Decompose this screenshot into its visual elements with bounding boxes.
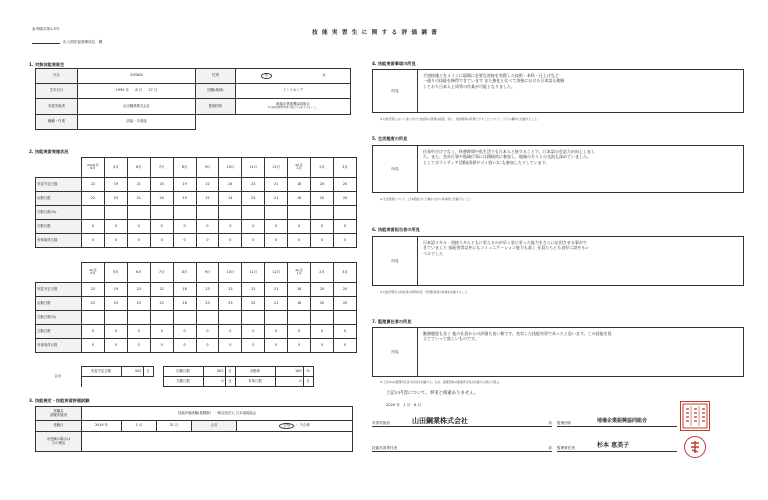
exam-result-value — [237, 421, 353, 432]
t2-row — [36, 339, 357, 353]
t2-cell: 0 — [127, 339, 150, 353]
sec7-text: 勤務態度も良く 他の社員からの評価も良い様です。充実した技能実習であったと思います。この技能を役 立てていって欲しいものです。 — [423, 331, 612, 342]
t2-month-label: 11月 — [242, 263, 265, 283]
t1-cell: 0 — [127, 220, 150, 234]
sec7-heading: 7. 監理責任者の所見 — [372, 319, 412, 324]
exam-pass-circled: 合格 — [279, 423, 294, 429]
sec4-box — [372, 69, 744, 113]
t1-cell — [265, 206, 288, 220]
t1-cell: 0 — [82, 220, 105, 234]
t2-cell: 0 — [242, 339, 265, 353]
t1-row — [36, 234, 357, 248]
sign-org-line — [557, 413, 677, 427]
t1-cell: 20 — [311, 192, 334, 206]
total-label: 合計 — [35, 367, 81, 387]
t1-cell: 0 — [173, 234, 196, 248]
t1-cell: 0 — [150, 220, 173, 234]
attendance-table-1 — [35, 157, 357, 248]
supervising-org-note: ※ 団体監理型実習の場合のみ記入すること。 — [267, 106, 319, 110]
t2-cell: 23 — [219, 297, 242, 311]
t2-cell: 22 — [150, 283, 173, 297]
t1-row — [36, 206, 357, 220]
total-plan-label: 実習予定日数 — [81, 367, 121, 377]
sec3-heading: 3. 技能検定・技能実習評価試験 — [29, 398, 90, 403]
t1-cell: 22 — [82, 178, 105, 192]
t2-cell: 0 — [311, 325, 334, 339]
t2-cell: 20 — [311, 297, 334, 311]
t1-month-label: 8月 — [173, 158, 196, 178]
sec5-label: 所見 — [373, 146, 418, 192]
nationality-label: 国籍(地域) — [196, 84, 236, 99]
t2-month-label: 8月 — [173, 263, 196, 283]
t2-cell: 0 — [242, 325, 265, 339]
t2-cell: 19 — [104, 283, 127, 297]
dob-month: 8 月 — [135, 88, 142, 93]
t1-row-label: 欠勤日数(%) — [36, 206, 82, 220]
declaration: 上記の内容について、事実と相違ありません。 — [386, 391, 479, 396]
sign-responsible-name: 杉本 恵美子 — [597, 442, 630, 450]
t1-cell — [311, 206, 334, 220]
t2-cell: 0 — [196, 339, 219, 353]
t2-row-label: 欠勤日数 — [36, 325, 82, 339]
t2-month-label: 10月 — [219, 263, 242, 283]
unit-day: 日 — [143, 367, 153, 377]
t1-cell: 0 — [173, 220, 196, 234]
date-line: 2020 年 1 月 8 日 — [386, 403, 422, 407]
t2-row-label: 欠勤日数(%) — [36, 311, 82, 325]
t2-cell: 19 — [104, 297, 127, 311]
t2-year-mid: 20 年 — [295, 267, 303, 272]
t2-cell: 0 — [196, 325, 219, 339]
t1-cell: 0 — [104, 220, 127, 234]
t1-cell: 0 — [219, 234, 242, 248]
t1-cell — [288, 206, 311, 220]
t2-cell: 22 — [150, 297, 173, 311]
addressee-suffix: 出入国在留管理局長 殿 — [63, 40, 103, 44]
exam-name-label: 試験名 試験実施者 — [36, 407, 82, 421]
t1-cell: 20 — [333, 192, 356, 206]
exam-date-month: 1 月 — [122, 421, 157, 432]
total-leave-value: 0 — [275, 377, 303, 387]
t2-cell: 0 — [311, 339, 334, 353]
dob-label: 生年月日 — [36, 84, 78, 99]
t2-cell: 0 — [104, 339, 127, 353]
t2-row — [36, 325, 357, 339]
t2-month-label: 5月 — [104, 263, 127, 283]
sec5-note: ※ 生活態度について、日本語能力にも触れながら具体的に記載すること。 — [380, 197, 473, 201]
t1-cell: 0 — [242, 220, 265, 234]
personal-seal-icon — [688, 440, 702, 454]
t2-cell: 0 — [219, 339, 242, 353]
t1-month-label: 11月 — [242, 158, 265, 178]
t1-cell — [150, 206, 173, 220]
sec6-heading: 6. 技能実習担当者の所見 — [372, 227, 420, 232]
sign-org-label: 監理団体 — [557, 420, 572, 425]
t2-cell: 23 — [127, 297, 150, 311]
t1-cell — [242, 206, 265, 220]
page-title: 技 能 実 習 生 に 関 す る 評 価 調 書 — [312, 30, 439, 36]
t1-cell — [127, 206, 150, 220]
t2-cell: 0 — [265, 325, 288, 339]
sec6-box — [372, 236, 744, 286]
t1-cell: 19 — [173, 178, 196, 192]
sec7-box — [372, 327, 744, 377]
sec5-box — [372, 145, 744, 193]
t2-row — [36, 297, 357, 311]
t1-cell: 0 — [82, 234, 105, 248]
t1-year-mid: 20 年 — [295, 162, 303, 167]
total-absent-value: 0 — [203, 377, 225, 387]
t1-cell: 18 — [288, 192, 311, 206]
t2-year-start: 20 年 — [89, 267, 97, 272]
t1-cell: 21 — [127, 192, 150, 206]
sec1-heading: 1. 対象技能実習生 — [29, 62, 65, 67]
t2-cell: 20 — [333, 283, 356, 297]
t2-cell: 21 — [265, 283, 288, 297]
dob-value — [78, 84, 196, 99]
t1-cell — [104, 206, 127, 220]
sign-staff-label: 技能実習責任者 — [372, 445, 398, 450]
t2-row — [36, 283, 357, 297]
org-seal-icon — [682, 403, 708, 429]
sec6-note: ※ 技能実習生の技能等の修得状況、実習態度等の評価を記載すること。 — [380, 290, 470, 294]
t1-cell: 0 — [288, 220, 311, 234]
t2-cell: 0 — [265, 339, 288, 353]
t1-cell: 0 — [333, 220, 356, 234]
t2-cell — [196, 311, 219, 325]
t1-cell — [333, 206, 356, 220]
sec2-heading: 2. 技能実習実施状況 — [29, 149, 69, 154]
total-absent-label: 欠勤日数 — [163, 377, 203, 387]
t1-cell: 0 — [311, 220, 334, 234]
sign-staff-line — [372, 438, 552, 452]
seal-mark: ㊞ — [548, 445, 552, 450]
sec7-label: 所見 — [373, 328, 418, 376]
nationality-value: インドネシア — [236, 84, 351, 99]
t2-cell: 23 — [219, 283, 242, 297]
t1-month-label: 10月 — [219, 158, 242, 178]
t2-cell: 0 — [82, 339, 105, 353]
t1-row — [36, 192, 357, 206]
sex-female: 女 — [322, 73, 326, 78]
supervising-org-value — [236, 99, 351, 115]
t2-cell — [150, 311, 173, 325]
t2-cell: 0 — [104, 325, 127, 339]
sign-org-name: 地場企業振興協同組合 — [597, 418, 648, 425]
t1-cell: 0 — [219, 220, 242, 234]
t2-cell — [242, 311, 265, 325]
sec7-note: ※ 上記(4)の監理責任者の所見を記載する。なお、監理団体の監理責任者が記載する場合に限る。 — [380, 380, 502, 384]
personal-seal-stamp — [684, 436, 706, 458]
t2-row-label: 出勤日数 — [36, 297, 82, 311]
totals-table — [35, 366, 357, 387]
t2-cell: 20 — [333, 297, 356, 311]
t1-body — [36, 178, 357, 248]
org-seal-stamp — [680, 401, 710, 431]
t1-cell: 0 — [265, 220, 288, 234]
t1-cell: 0 — [127, 234, 150, 248]
t1-month-label: 9月 — [196, 158, 219, 178]
t1-month-label: 3月 — [333, 158, 356, 178]
sec6-label: 所見 — [373, 237, 418, 285]
dob-year: 1995 年 — [115, 88, 129, 93]
t2-cell: 23 — [196, 283, 219, 297]
t2-cell: 0 — [333, 339, 356, 353]
t1-row-label: 欠勤日数 — [36, 220, 82, 234]
t2-month-label: 9月 — [196, 263, 219, 283]
exam-date-day: 21 日 — [157, 421, 192, 432]
total-attend-label: 出勤日数 — [163, 367, 203, 377]
sec4-note: ※ 技能実習において身に付けた技能等の習熟の程度、特に、同評価等の結果で示すことについて、以下の欄中に記載すること。 — [380, 117, 540, 121]
t2-row-label: 実習予定日数 — [36, 283, 82, 297]
t1-cell: 21 — [127, 178, 150, 192]
t1-cell: 0 — [311, 234, 334, 248]
t1-cell: 23 — [242, 178, 265, 192]
t2-cell: 18 — [173, 297, 196, 311]
sex-field — [236, 69, 351, 84]
t2-month-label: 12月 — [265, 263, 288, 283]
t1-cell: 0 — [150, 234, 173, 248]
t1-cell: 22 — [196, 192, 219, 206]
t2-cell — [127, 311, 150, 325]
attendance-table-2 — [35, 262, 357, 353]
t2-cell: 0 — [150, 325, 173, 339]
t1-cell: 0 — [265, 234, 288, 248]
exam-result-separator: ・ — [295, 423, 299, 428]
t1-row — [36, 178, 357, 192]
total-plan-value: 502 — [121, 367, 143, 377]
t2-month-apr — [82, 263, 105, 283]
unit-day: 日 — [303, 377, 313, 387]
t2-body — [36, 283, 357, 353]
unit-day: 日 — [225, 367, 235, 377]
t2-cell — [311, 311, 334, 325]
t1-row — [36, 220, 357, 234]
t2-cell: 0 — [288, 325, 311, 339]
t2-cell: 0 — [82, 325, 105, 339]
t1-cell: 0 — [104, 234, 127, 248]
implementer-label: 実習実施者 — [36, 99, 78, 115]
t1-month-label: 1月 — [296, 166, 302, 171]
sign-responsible-line — [557, 438, 677, 452]
t2-cell — [265, 311, 288, 325]
t1-month-label: 4月 — [90, 166, 96, 171]
t2-cell — [82, 311, 105, 325]
t2-cell: 20 — [311, 283, 334, 297]
t2-cell: 0 — [333, 325, 356, 339]
sec4-heading: 4. 技能実習事項の所見 — [372, 61, 416, 66]
t1-cell: 23 — [242, 192, 265, 206]
t2-cell: 18 — [173, 283, 196, 297]
t1-month-label: 5月 — [104, 158, 127, 178]
t2-cell — [104, 311, 127, 325]
t2-month-label: 4月 — [90, 271, 96, 276]
attendance-rate-value: 100 — [275, 367, 303, 377]
t2-cell — [333, 311, 356, 325]
t2-month-label: 6月 — [127, 263, 150, 283]
t1-cell: 19 — [173, 192, 196, 206]
exam-table — [35, 406, 353, 452]
sign-implementer-name: 山田鋼業株式会社 — [412, 416, 468, 425]
t1-cell: 20 — [150, 178, 173, 192]
t1-month-apr — [82, 158, 105, 178]
exam-date-label: 受験日 — [36, 421, 82, 432]
exam-name-value: 技能評価試験(基礎級) 一般社団法人 日本溶接協会 — [82, 407, 353, 421]
t1-row-label: 有休取得日数 — [36, 234, 82, 248]
job-label: 職種・作業 — [36, 115, 78, 130]
t2-cell: 18 — [288, 297, 311, 311]
attendance-rate-label: 出勤率 — [235, 367, 275, 377]
sign-responsible-label: 監理責任者 — [557, 445, 575, 450]
dob-day: 27 日 — [148, 88, 158, 93]
t1-row-label: 出勤日数 — [36, 192, 82, 206]
trainee-info-table — [35, 68, 351, 130]
t1-cell — [219, 206, 242, 220]
t2-cell: 18 — [288, 283, 311, 297]
t1-month-jan — [288, 158, 311, 178]
t1-cell: 22 — [82, 192, 105, 206]
t1-cell — [196, 206, 219, 220]
total-leave-label: 有休日数 — [235, 377, 275, 387]
supervising-org-name: 地場企業振興協同組合 — [276, 102, 310, 107]
t2-month-label: 2月 — [311, 263, 334, 283]
name-value: SUYADI — [78, 69, 196, 84]
t1-cell: 0 — [333, 234, 356, 248]
t2-cell: 21 — [265, 297, 288, 311]
t2-cell: 22 — [242, 283, 265, 297]
t2-cell — [288, 311, 311, 325]
sec5-text: 仕事中だけでなく、休憩時間や私生活でも日本人と接することで、日本語の会話力が向上しまし た。また、会社行事や地域行事には積極的に参加し、地域の方々との交流も深めていました。 としてボランティア活動(清掃やゴミ拾い)にも参加したりしています。 — [423, 149, 595, 165]
sec4-text: 手溶接施工をメインに現場に必要な溶接を実際した技術・本科・仕上げなど 一通りの技能を修得できています また強化と比べて溶接における日本語も理解 しており日本人と同等の作業が可能となりました。 — [423, 73, 565, 89]
sec4-label: 所見 — [373, 70, 418, 112]
t1-cell: 24 — [219, 192, 242, 206]
sex-male-circled: 男 — [261, 73, 272, 79]
t1-cell: 20 — [333, 178, 356, 192]
addressee — [32, 40, 103, 44]
t1-cell: 0 — [196, 220, 219, 234]
t1-month-label: 6月 — [127, 158, 150, 178]
not-taken-reason-value — [82, 432, 353, 452]
t1-cell: 0 — [196, 234, 219, 248]
sign-implementer-line — [372, 413, 552, 427]
t2-row — [36, 311, 357, 325]
supervising-org-label: 監理団体 — [196, 99, 236, 115]
t2-cell — [173, 311, 196, 325]
t1-month-label: 12月 — [265, 158, 288, 178]
t1-cell: 18 — [288, 178, 311, 192]
t2-cell: 0 — [288, 339, 311, 353]
exam-result-label: 合否 — [192, 421, 237, 432]
t1-cell: 21 — [265, 192, 288, 206]
t2-month-label: 3月 — [333, 263, 356, 283]
sign-implementer-label: 実習実施者 — [372, 420, 390, 425]
t2-month-label: 7月 — [150, 263, 173, 283]
t2-cell: 22 — [82, 283, 105, 297]
t2-cell: 0 — [127, 325, 150, 339]
t1-row-label: 実習予定日数 — [36, 178, 82, 192]
t1-cell: 19 — [104, 178, 127, 192]
t1-cell — [173, 206, 196, 220]
total-attend-value: 502 — [203, 367, 225, 377]
form-number: 参考様式第1-5号 — [32, 27, 60, 31]
t1-cell: 21 — [265, 178, 288, 192]
t2-month-label: 1月 — [296, 271, 302, 276]
t2-cell: 0 — [173, 339, 196, 353]
t1-year-start: 2018 年 — [87, 162, 99, 167]
t1-cell: 20 — [311, 178, 334, 192]
implementer-value: 山田鋼業株式会社 — [78, 99, 196, 115]
unit-percent: % — [303, 367, 313, 377]
t1-cell: 22 — [196, 178, 219, 192]
sec6-text: 日本語スキル・溶接スキルともに更えるのが早く更に更った能力をさらに応用させる事がで きていました 技能習得以外にもコミュニケーション能力も高く 仕員たちとも良好に話せるレ ベルでした — [423, 240, 590, 256]
t2-month-jan — [288, 263, 311, 283]
t2-cell: 22 — [242, 297, 265, 311]
t2-cell: 0 — [173, 325, 196, 339]
t1-month-label: 7月 — [150, 158, 173, 178]
name-label: 氏名 — [36, 69, 78, 84]
t1-cell: 24 — [219, 178, 242, 192]
t2-row-label: 有休取得日数 — [36, 339, 82, 353]
exam-date-year: 2019 年 — [82, 421, 122, 432]
not-taken-reason-label: 未受験の場合は その理由 — [36, 432, 82, 452]
t1-cell: 19 — [104, 192, 127, 206]
t2-cell: 23 — [196, 297, 219, 311]
seal-mark: ㊞ — [548, 420, 552, 425]
t2-cell: 0 — [219, 325, 242, 339]
t2-cell: 0 — [150, 339, 173, 353]
t1-cell: 20 — [150, 192, 173, 206]
t1-cell: 0 — [242, 234, 265, 248]
exam-fail: 不合格 — [299, 423, 310, 428]
sec5-heading: 5. 生活態度の所見 — [372, 136, 408, 141]
t1-cell — [82, 206, 105, 220]
t2-cell: 22 — [82, 297, 105, 311]
addressee-blank-line — [32, 40, 60, 44]
t2-cell: 23 — [127, 283, 150, 297]
job-value: 溶接・手溶接 — [78, 115, 196, 130]
unit-day: 日 — [225, 377, 235, 387]
t1-month-label: 2月 — [311, 158, 334, 178]
sex-label: 性別 — [196, 69, 236, 84]
t1-cell: 0 — [288, 234, 311, 248]
t2-cell — [219, 311, 242, 325]
